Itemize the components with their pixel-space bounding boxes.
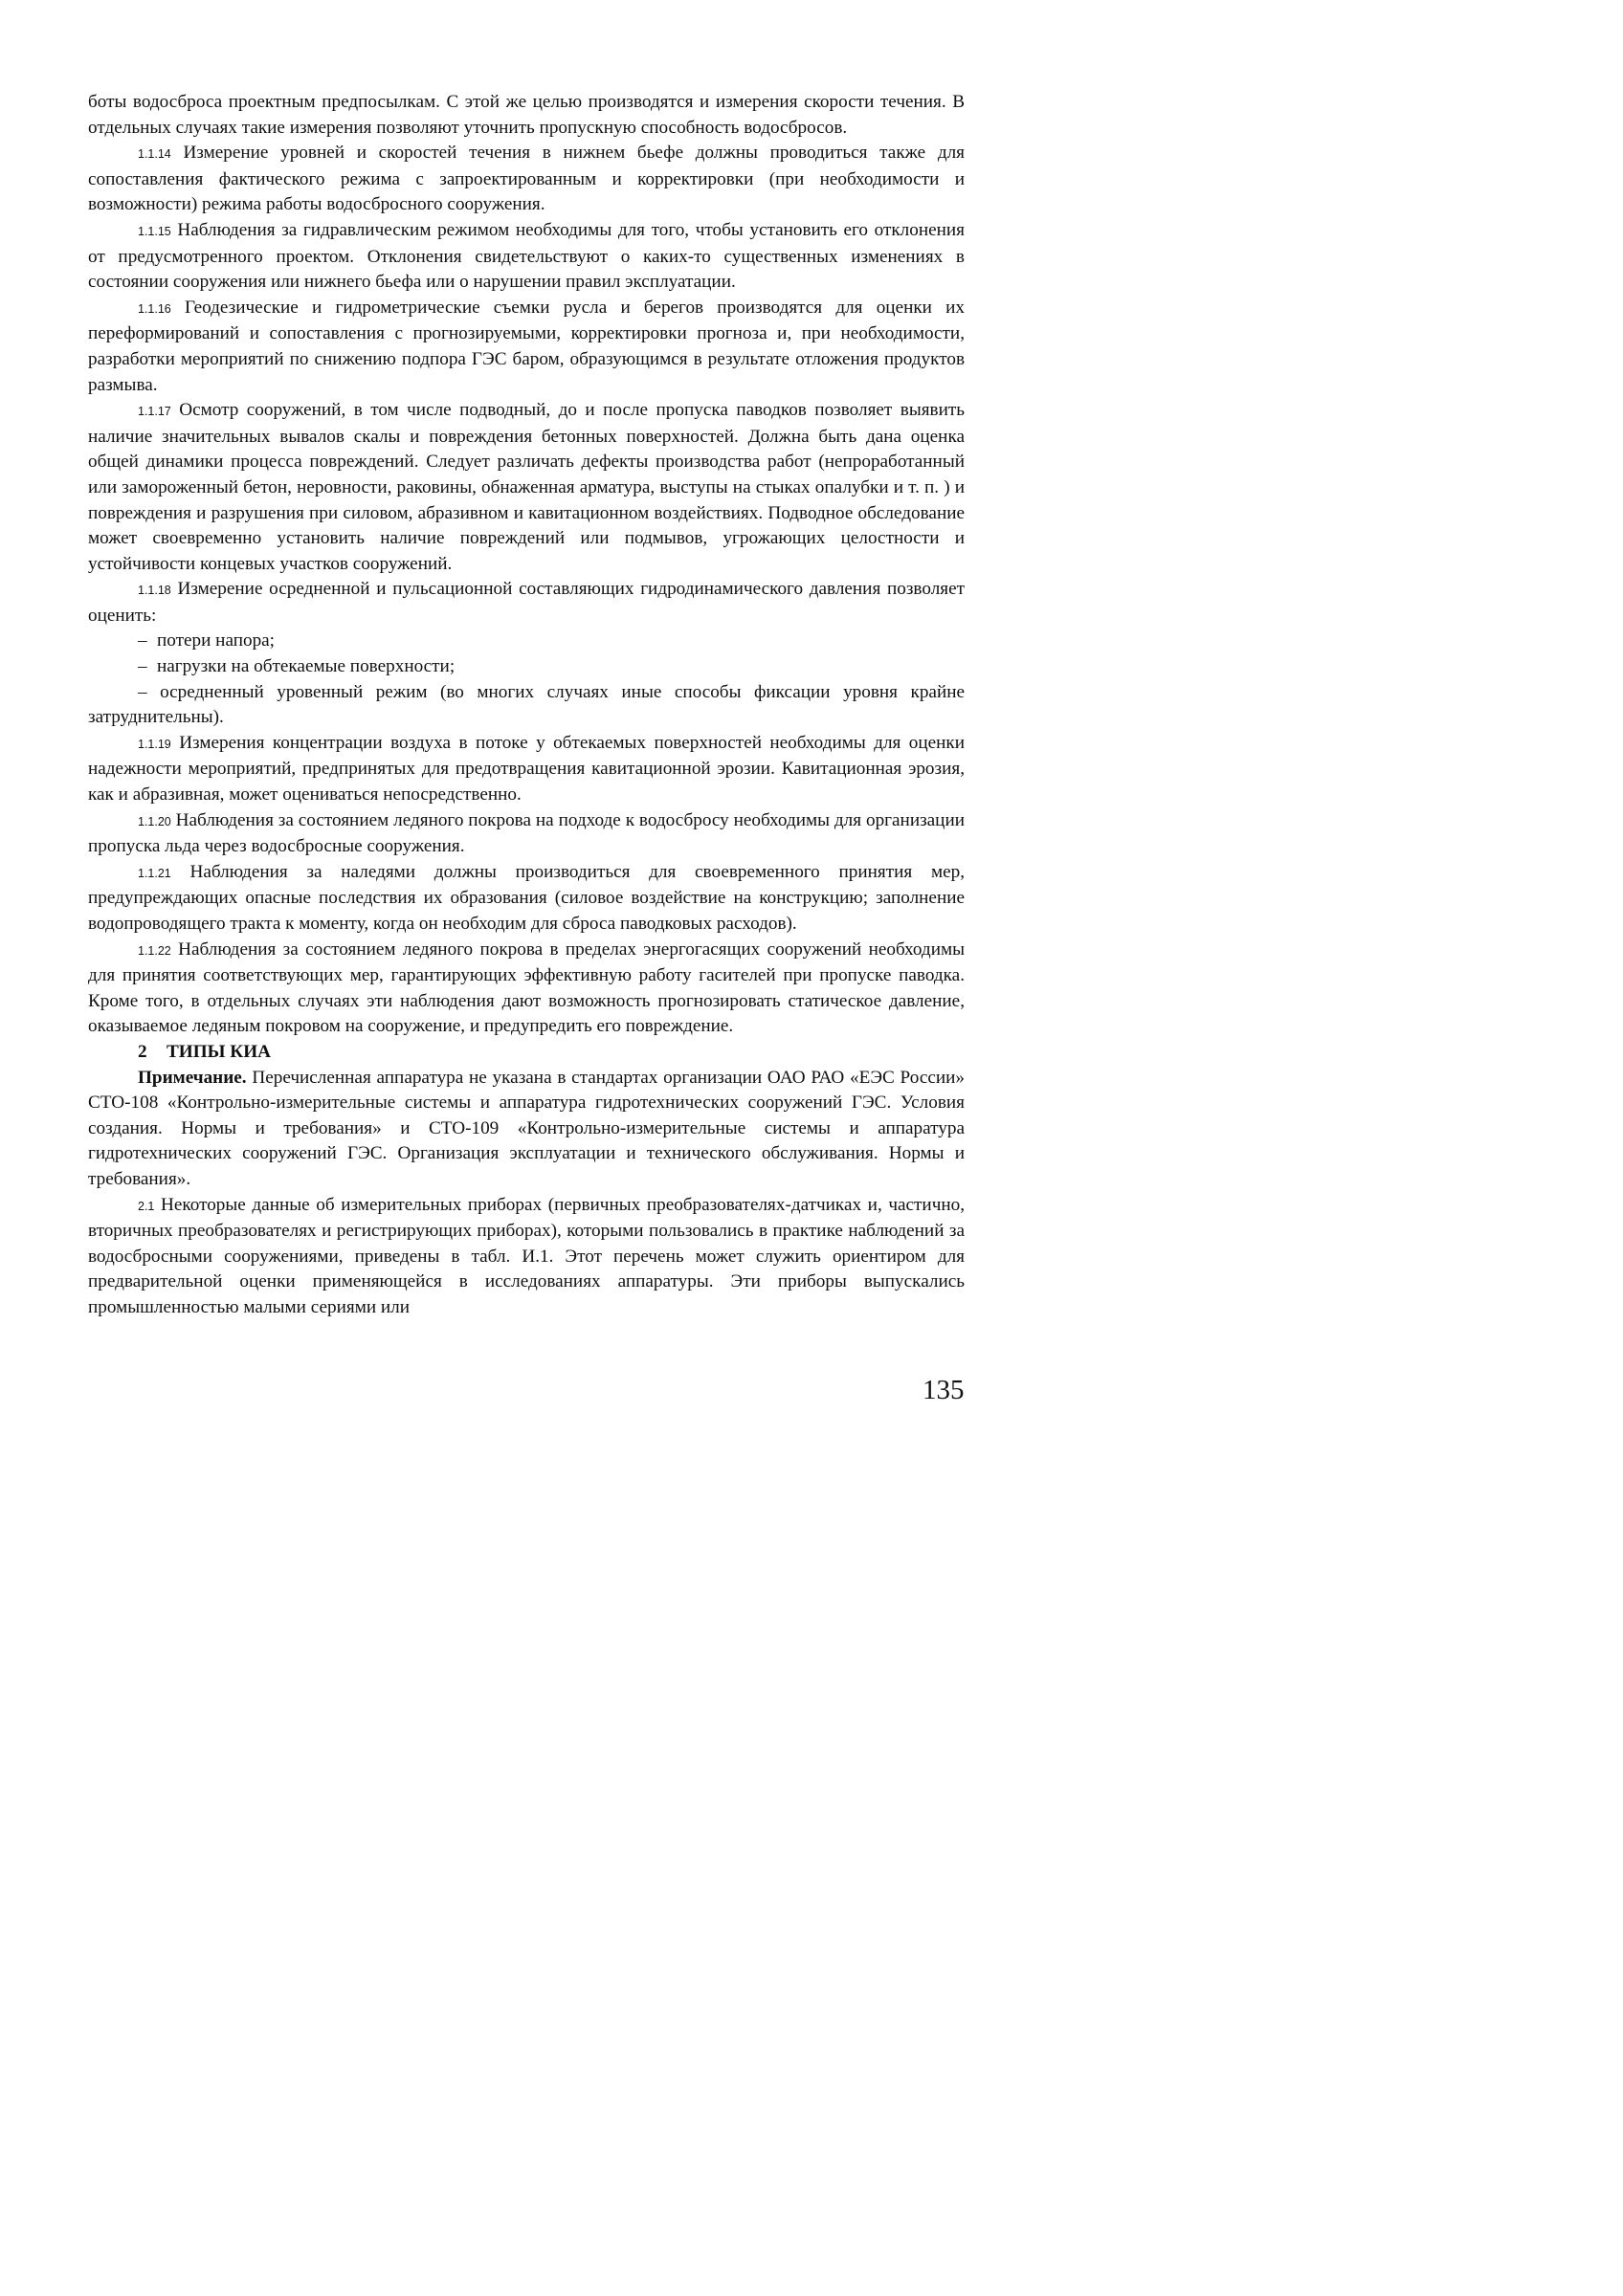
clause-number: 2.1 — [138, 1199, 155, 1213]
paragraph-1-1-15 — [88, 218, 965, 296]
clause-number: 1.1.21 — [138, 866, 171, 880]
paragraph-1-1-16 — [88, 296, 965, 398]
paragraph-1-1-17 — [88, 398, 965, 577]
paragraph-1-1-20 — [88, 808, 965, 860]
dash-marker: – — [138, 630, 147, 651]
clause-text: Осмотр сооружений, в том числе подводный, до и после пропуска паводков позволяет выявить наличие значительных вывалов скалы и повреждения бетонных поверхностей. Должна быть дана оценка общей динамики процесса повреждений. Следует различать дефекты производства работ (непроработанный или замороженный бетон, неровности, раковины, обнаженная арматура, выступы на стыках опалубки и т. п. ) и повреждения и разрушения при силовом, абразивном и кавитационном воздействиях. Подводное обследование может своевременно установить наличие повреждений или подмывов, угрожающих целостности и устойчивости концевых участков сооружений. — [88, 400, 965, 574]
clause-text: Измерение уровней и скоростей течения в нижнем бьефе должны проводиться также для сопоставления фактического режима с запроектированным и корректировки (при необходимости и возможности) режима работы водосбросного сооружения. — [88, 143, 965, 215]
note-text: Перечисленная аппаратура не указана в стандартах организации ОАО РАО «ЕЭС России» СТО-108 «Контрольно-измерительные системы и аппаратура гидротехнических сооружений ГЭС. Условия создания. Нормы и требования» и СТО-109 «Контрольно-измерительные системы и аппаратура гидротехнических сооружений ГЭС. Организация эксплуатации и технического обслуживания. Нормы и требования». — [88, 1067, 965, 1189]
clause-number: 1.1.15 — [138, 224, 171, 238]
clause-text: Наблюдения за наледями должны производиться для своевременного принятия мер, предупреждающих опасные последствия их образования (силовое воздействие на конструкцию; заполнение водопроводящего тракта к моменту, когда он необходим для сброса паводковых расходов). — [88, 861, 965, 934]
page-number: 135 — [923, 1375, 965, 1405]
clause-number: 1.1.19 — [138, 737, 171, 751]
dash-marker: – — [138, 681, 161, 702]
clause-number: 1.1.22 — [138, 943, 171, 958]
paragraph-1-1-19 — [88, 731, 965, 808]
document-body — [88, 90, 965, 1321]
paragraph-2-1 — [88, 1193, 965, 1321]
paragraph-1-1-14 — [88, 141, 965, 218]
dash-item-text: потери напора; — [157, 630, 276, 651]
clause-text: Геодезические и гидрометрические съемки русла и берегов производятся для оценки их переформирований и сопоставления с прогнозируемыми, корректировки прогноза и, при необходимости, разработки мероприятий по снижению подпора ГЭС баром, образующимся в результате отложения продуктов размыва. — [88, 297, 966, 395]
clause-number: 1.1.14 — [138, 147, 171, 162]
section-title: ТИПЫ КИА — [167, 1041, 271, 1062]
clause-number: 1.1.17 — [138, 405, 171, 419]
dash-marker: – — [138, 656, 147, 677]
note-paragraph — [88, 1066, 965, 1193]
dash-item-text: нагрузки на обтекаемые поверхности; — [157, 656, 456, 677]
intro-paragraph: боты водосброса проектным предпосылкам. С этой же целью производятся и измерения скорости течения. В отдельных случаях такие измерения позволяют уточнить пропускную способность водосбросов. — [88, 92, 965, 138]
section-heading — [88, 1040, 965, 1066]
clause-text: Наблюдения за состоянием ледяного покрова на подходе к водосбросу необходимы для организации пропуска льда через водосбросные сооружения. — [88, 809, 965, 857]
clause-number: 1.1.20 — [138, 814, 171, 828]
clause-text: Измерения концентрации воздуха в потоке у обтекаемых поверхностей необходимы для оценки надежности мероприятий, предпринятых для предотвращения кавитационной эрозии. Кавитационная эрозия, как и абразивная, может оцениваться непосредственно. — [88, 732, 965, 806]
clause-text: Некоторые данные об измерительных приборах (первичных преобразователях-датчиках и, частично, вторичных преобразователях и регистрирующих приборах), которыми пользовались в практике наблюдений за водосбросными сооружениями, приведены в табл. И.1. Этот перечень может служить ориентиром для предварительной оценки применяющейся в исследованиях аппаратуры. Эти приборы выпускались промышленностью малыми сериями или — [88, 1194, 966, 1317]
clause-number: 1.1.18 — [138, 584, 171, 598]
clause-text: Наблюдения за гидравлическим режимом необходимы для того, чтобы установить его отклонения от предусмотренного проектом. Отклонения свидетельствуют о каких-то существенных изменениях в состоянии сооружения или нижнего бьефа или о нарушении правил эксплуатации. — [88, 219, 965, 293]
clause-text: Измерение осредненной и пульсационной составляющих гидродинамического давления позволяет оценить: — [88, 579, 965, 626]
paragraph-1-1-18 — [88, 577, 965, 629]
dash-list-item — [88, 654, 965, 680]
dash-list-item — [88, 680, 965, 731]
note-label: Примечание. — [138, 1067, 247, 1088]
paragraph-1-1-22 — [88, 938, 965, 1040]
dash-list-item — [88, 629, 965, 654]
paragraph-1-1-21 — [88, 860, 965, 938]
dash-item-text: осредненный уровенный режим (во многих случаях иные способы фиксации уровня крайне затруднительны). — [88, 681, 965, 728]
clause-text: Наблюдения за состоянием ледяного покрова в пределах энергогасящих сооружений необходимы для принятия соответствующих мер, гарантирующих эффективную работу гасителей при пропуске паводка. Кроме того, в отдельных случаях эти наблюдения дают возможность прогнозировать статическое давление, оказываемое ледяным покровом на сооружение, и предупредить его повреждение. — [88, 938, 966, 1037]
clause-number: 1.1.16 — [138, 301, 171, 316]
section-number: 2 — [138, 1041, 147, 1062]
